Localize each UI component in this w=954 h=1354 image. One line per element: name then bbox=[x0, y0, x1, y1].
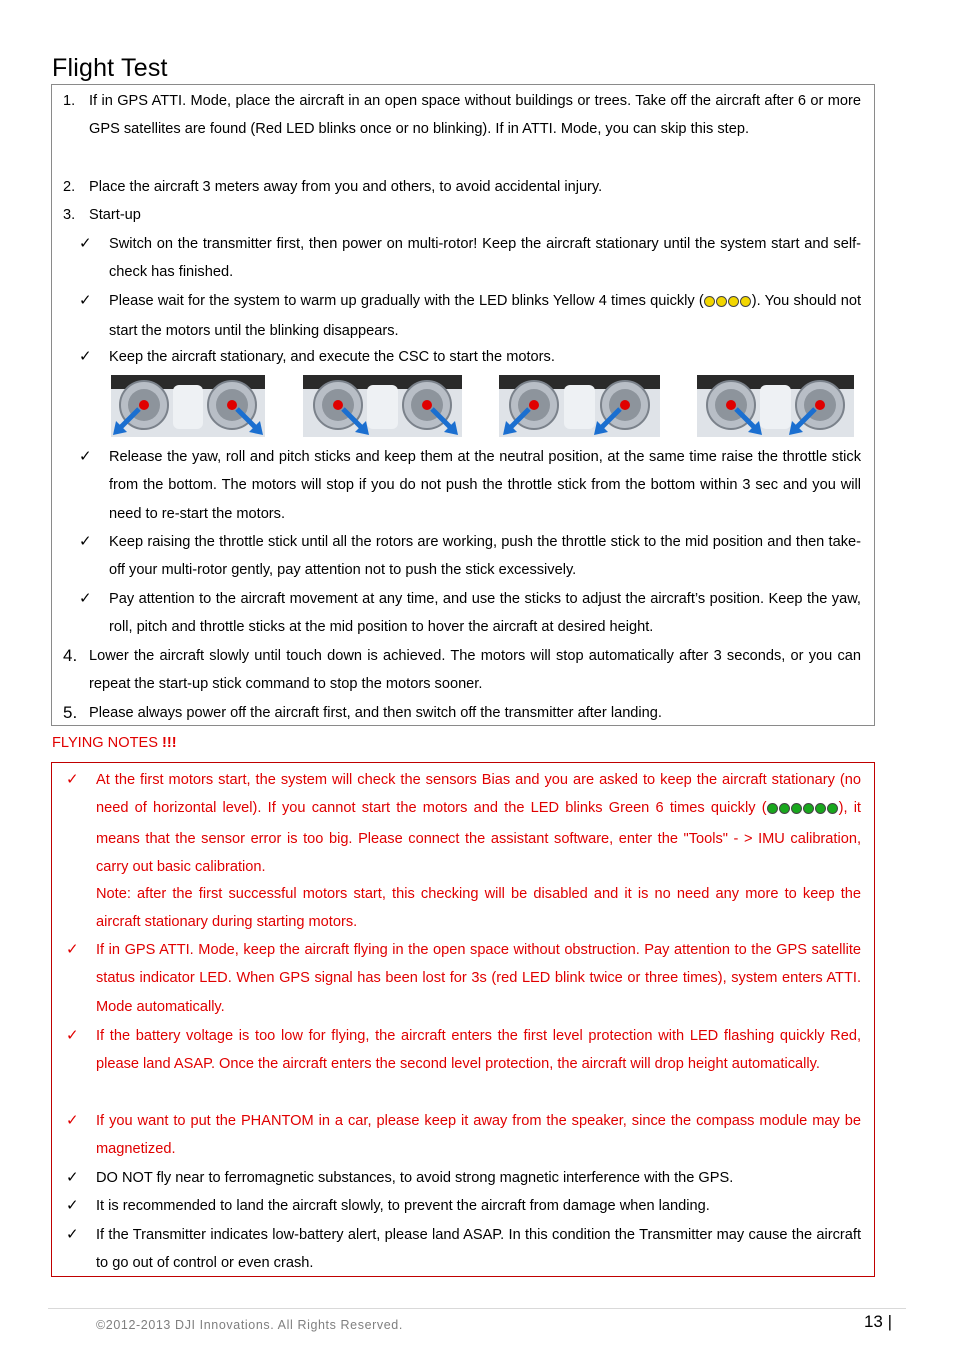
check-icon: ✓ bbox=[79, 448, 92, 465]
startup-check-text: Switch on the transmitter first, then power on multi-rotor! Keep the aircraft stationary until the system start and self-check has finished. bbox=[109, 236, 861, 281]
flying-note-text bbox=[96, 766, 861, 882]
stick-command-image-2 bbox=[303, 375, 462, 437]
step-text: Lower the aircraft slowly until touch down is achieved. The motors will stop automatically after 3 seconds, or you can repeat the start-up stick command to stop the motors sooner. bbox=[89, 648, 861, 693]
transmitter-sticks-icon bbox=[303, 375, 462, 437]
step-text: Please always power off the aircraft first, and then switch off the transmitter after landing. bbox=[89, 705, 662, 721]
check-icon: ✓ bbox=[66, 1197, 79, 1214]
transmitter-sticks-icon bbox=[499, 375, 660, 437]
step-number: 4. bbox=[63, 646, 78, 665]
footer-divider bbox=[48, 1308, 906, 1309]
check-icon: ✓ bbox=[79, 292, 92, 309]
flying-note-text: DO NOT fly near to ferromagnetic substances, to avoid strong magnetic interference with the GPS. bbox=[96, 1170, 734, 1186]
step-text: Start-up bbox=[89, 207, 141, 223]
check-icon: ✓ bbox=[66, 1226, 79, 1243]
startup-check-text: Pay attention to the aircraft movement at any time, and use the sticks to adjust the aircraft’s position. Keep the yaw, roll, pitch and throttle sticks at the mid position to hover the aircraft at desired height. bbox=[109, 591, 861, 636]
page-title: Flight Test bbox=[52, 54, 168, 82]
flying-note-text-part: ), it means that the sensor error is too big. Please connect the assistant software, enter the "Tools" - > IMU calibration, carry out basic calibration. bbox=[96, 800, 861, 876]
step-number: 1. bbox=[63, 93, 76, 109]
transmitter-sticks-icon bbox=[697, 375, 854, 437]
page-number: 13 | bbox=[863, 1312, 892, 1331]
green-led-blink-icon bbox=[767, 796, 839, 824]
flying-notes-heading bbox=[52, 735, 177, 751]
flying-note-text: If you want to put the PHANTOM in a car, please keep it away from the speaker, since the compass module may be magnetized. bbox=[96, 1113, 861, 1158]
check-icon: ✓ bbox=[66, 941, 79, 958]
startup-check-text: Keep the aircraft stationary, and execute the CSC to start the motors. bbox=[109, 349, 555, 365]
check-icon: ✓ bbox=[66, 1169, 79, 1186]
stick-command-image-3 bbox=[499, 375, 660, 437]
step-number: 3. bbox=[63, 207, 76, 223]
transmitter-sticks-icon bbox=[111, 375, 265, 437]
yellow-led-blink-icon bbox=[704, 289, 752, 317]
flying-note-text-part: At the first motors start, the system will check the sensors Bias and you are asked to keep the aircraft stationary (no need of horizontal level). If you cannot start the motors and the LED blinks Green 6 times quickly ( bbox=[96, 772, 861, 817]
flying-notes-heading-text: FLYING NOTES bbox=[52, 735, 158, 751]
check-icon: ✓ bbox=[66, 1027, 79, 1044]
startup-check-text: Release the yaw, roll and pitch sticks and keep them at the neutral position, at the same time raise the throttle stick from the bottom. The motors will stop if you do not push the throttle stick from the bottom within 3 sec and you will need to re-start the motors. bbox=[109, 449, 861, 522]
check-icon: ✓ bbox=[66, 1112, 79, 1129]
check-icon: ✓ bbox=[66, 771, 79, 788]
footer-copyright: ©2012-2013 DJI Innovations. All Rights Reserved. bbox=[96, 1318, 403, 1332]
stick-command-image-4 bbox=[697, 375, 854, 437]
check-icon: ✓ bbox=[79, 348, 92, 365]
check-icon: ✓ bbox=[79, 235, 92, 252]
step-number: 2. bbox=[63, 179, 76, 195]
check-icon: ✓ bbox=[79, 533, 92, 550]
step-text: Place the aircraft 3 meters away from you and others, to avoid accidental injury. bbox=[89, 179, 603, 195]
flying-note-text: If in GPS ATTI. Mode, keep the aircraft flying in the open space without obstruction. Pay attention to the GPS satellite status indicator LED. When GPS signal has been lost for 3s (red LED blink twice or three times), system enters ATTI. Mode automatically. bbox=[96, 942, 861, 1015]
flying-note-text: If the battery voltage is too low for flying, the aircraft enters the first level protection with LED flashing quickly Red, please land ASAP. Once the aircraft enters the second level protection, the aircraft will drop height automatically. bbox=[96, 1028, 861, 1073]
startup-check-text: Keep raising the throttle stick until all the rotors are working, push the throttle stick to the mid position and then take-off your multi-rotor gently, pay attention not to push the stick excessively. bbox=[109, 534, 861, 579]
startup-check-text bbox=[109, 287, 861, 346]
check-icon: ✓ bbox=[79, 590, 92, 607]
flying-note-subnote: Note: after the first successful motors start, this checking will be disabled and it is no need any more to keep the aircraft stationary during starting motors. bbox=[96, 886, 861, 931]
stick-command-image-1 bbox=[111, 375, 265, 437]
step-number: 5. bbox=[63, 703, 78, 722]
flying-note-text: If the Transmitter indicates low-battery alert, please land ASAP. In this condition the Transmitter may cause the aircraft to go out of control or even crash. bbox=[96, 1227, 861, 1272]
startup-check-text-part: ). You should not start the motors until the blinking disappears. bbox=[109, 293, 862, 340]
flying-note-text: It is recommended to land the aircraft slowly, to prevent the aircraft from damage when landing. bbox=[96, 1198, 710, 1214]
flying-notes-heading-marks: !!! bbox=[162, 735, 177, 751]
startup-check-text-part: Please wait for the system to warm up gradually with the LED blinks Yellow 4 times quickly ( bbox=[109, 293, 704, 309]
step-text: If in GPS ATTI. Mode, place the aircraft in an open space without buildings or trees. Take off the aircraft after 6 or more GPS satellites are found (Red LED blinks once or no blinking). If in ATTI. Mode, you can skip this step. bbox=[89, 93, 861, 138]
